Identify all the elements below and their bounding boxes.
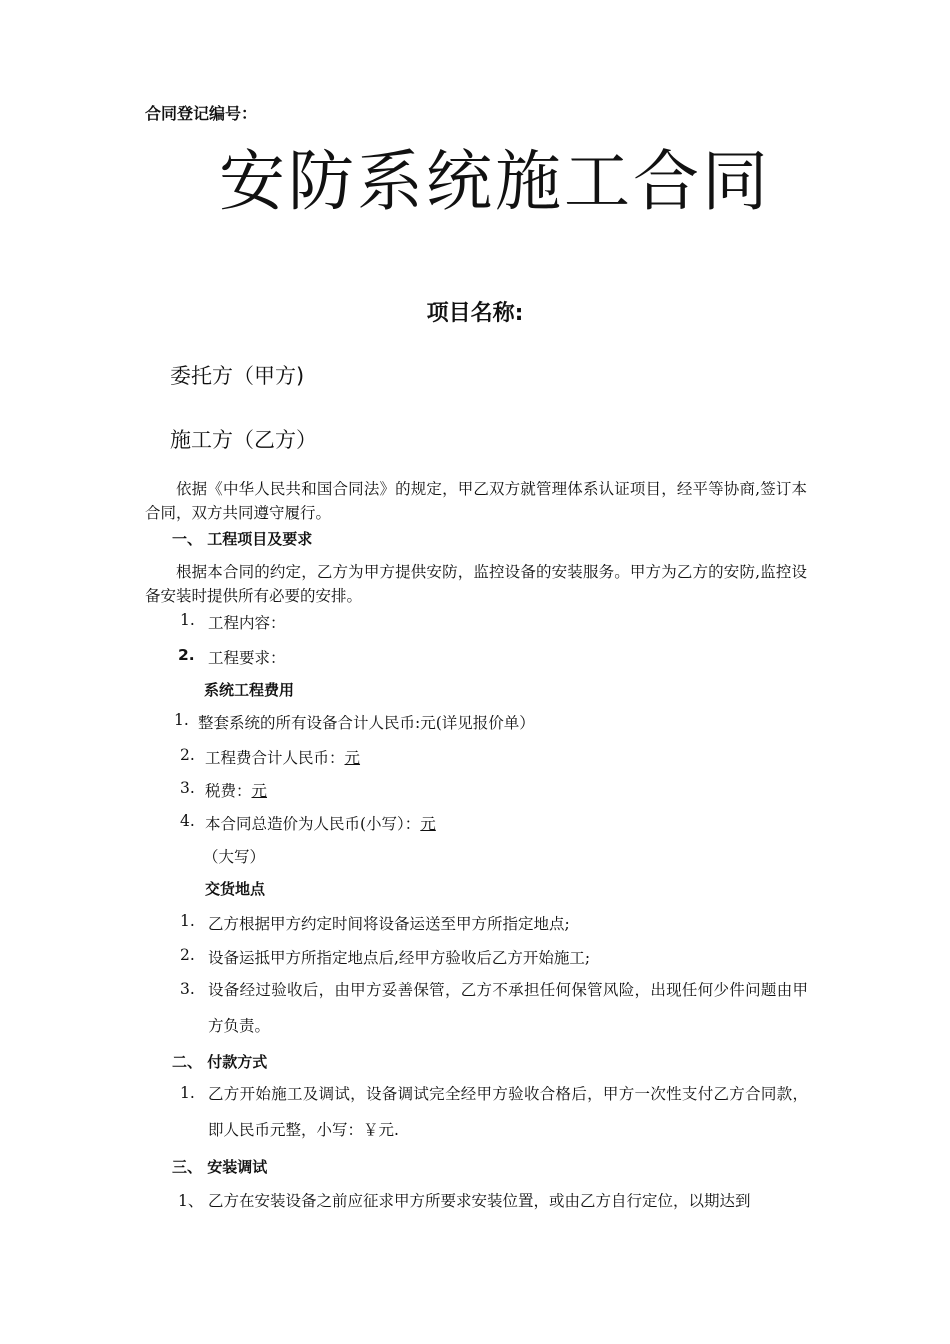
list-item-number: 3. <box>180 980 195 998</box>
contract-title: 安防系统施工合同 <box>219 143 771 220</box>
client-party-label: 委托方（甲方) <box>170 364 305 388</box>
fee-engineering-label: 工程费合计人民币： <box>205 749 345 767</box>
fee-contract-total-label: 本合同总造价为人民币(小写）： <box>205 815 421 833</box>
fee-contract-total-value: 元 <box>420 815 436 833</box>
project-name-label: 项目名称: <box>426 301 524 326</box>
intro-paragraph: 依据《中华人民共和国合同法》的规定，甲乙双方就管理体系认证项目，经平等协商,签订本合同，双方共同遵守履行。 <box>145 480 807 522</box>
list-item-number: 2. <box>180 946 195 964</box>
fees-heading: 系统工程费用 <box>204 681 295 699</box>
delivery-item: 设备运抵甲方所指定地点后,经甲方验收后乙方开始施工; <box>208 949 591 967</box>
section-heading-project: 一、 工程项目及要求 <box>172 530 313 548</box>
fee-capital-note: （大写） <box>203 848 266 866</box>
delivery-item: 乙方根据甲方约定时间将设备运送至甲方所指定地点; <box>208 915 570 933</box>
list-item-number: 1. <box>180 1084 195 1102</box>
section-paragraph-project: 根据本合同的约定，乙方为甲方提供安防，监控设备的安装服务。甲方为乙方的安防,监控设备安装时提供所有必要的安排。 <box>145 563 807 605</box>
list-item-project-requirements: 工程要求： <box>208 649 286 667</box>
section-heading-payment: 二、 付款方式 <box>172 1053 268 1071</box>
list-item-number: 3. <box>180 779 195 797</box>
list-item-number: 2. <box>180 746 195 764</box>
section-heading-installation: 三、 安装调试 <box>172 1158 268 1176</box>
contractor-party-label: 施工方（乙方） <box>170 428 317 452</box>
fee-tax-value: 元 <box>251 782 268 800</box>
fee-tax <box>205 779 267 801</box>
delivery-item: 设备经过验收后，由甲方妥善保管，乙方不承担任何保管风险，出现任何少件问题由甲方负责。 <box>208 981 808 1035</box>
fee-contract-total <box>205 812 436 834</box>
payment-item: 乙方开始施工及调试，设备调试完全经甲方验收合格后，甲方一次性支付乙方合同款，即人民币元整，小写：￥元. <box>208 1085 808 1139</box>
delivery-heading: 交货地点 <box>205 880 266 898</box>
list-item-project-content: 工程内容： <box>208 614 286 632</box>
fee-equipment-total: 整套系统的所有设备合计人民币:元(详见报价单） <box>198 714 535 732</box>
list-item-number: 4. <box>180 812 195 830</box>
fee-engineering-value: 元 <box>344 749 361 767</box>
list-item-number: 1. <box>174 711 189 729</box>
list-item-number: 1. <box>180 611 195 629</box>
fee-tax-label: 税费： <box>205 782 252 800</box>
list-item-number: 2. <box>178 646 195 664</box>
list-item-number: 1. <box>180 912 195 930</box>
registration-number-label: 合同登记编号： <box>145 104 258 123</box>
fee-engineering <box>205 746 360 768</box>
installation-item: 乙方在安装设备之前应征求甲方所要求安装位置，或由乙方自行定位，以期达到 <box>208 1192 751 1210</box>
list-item-number: 1、 <box>178 1192 204 1210</box>
